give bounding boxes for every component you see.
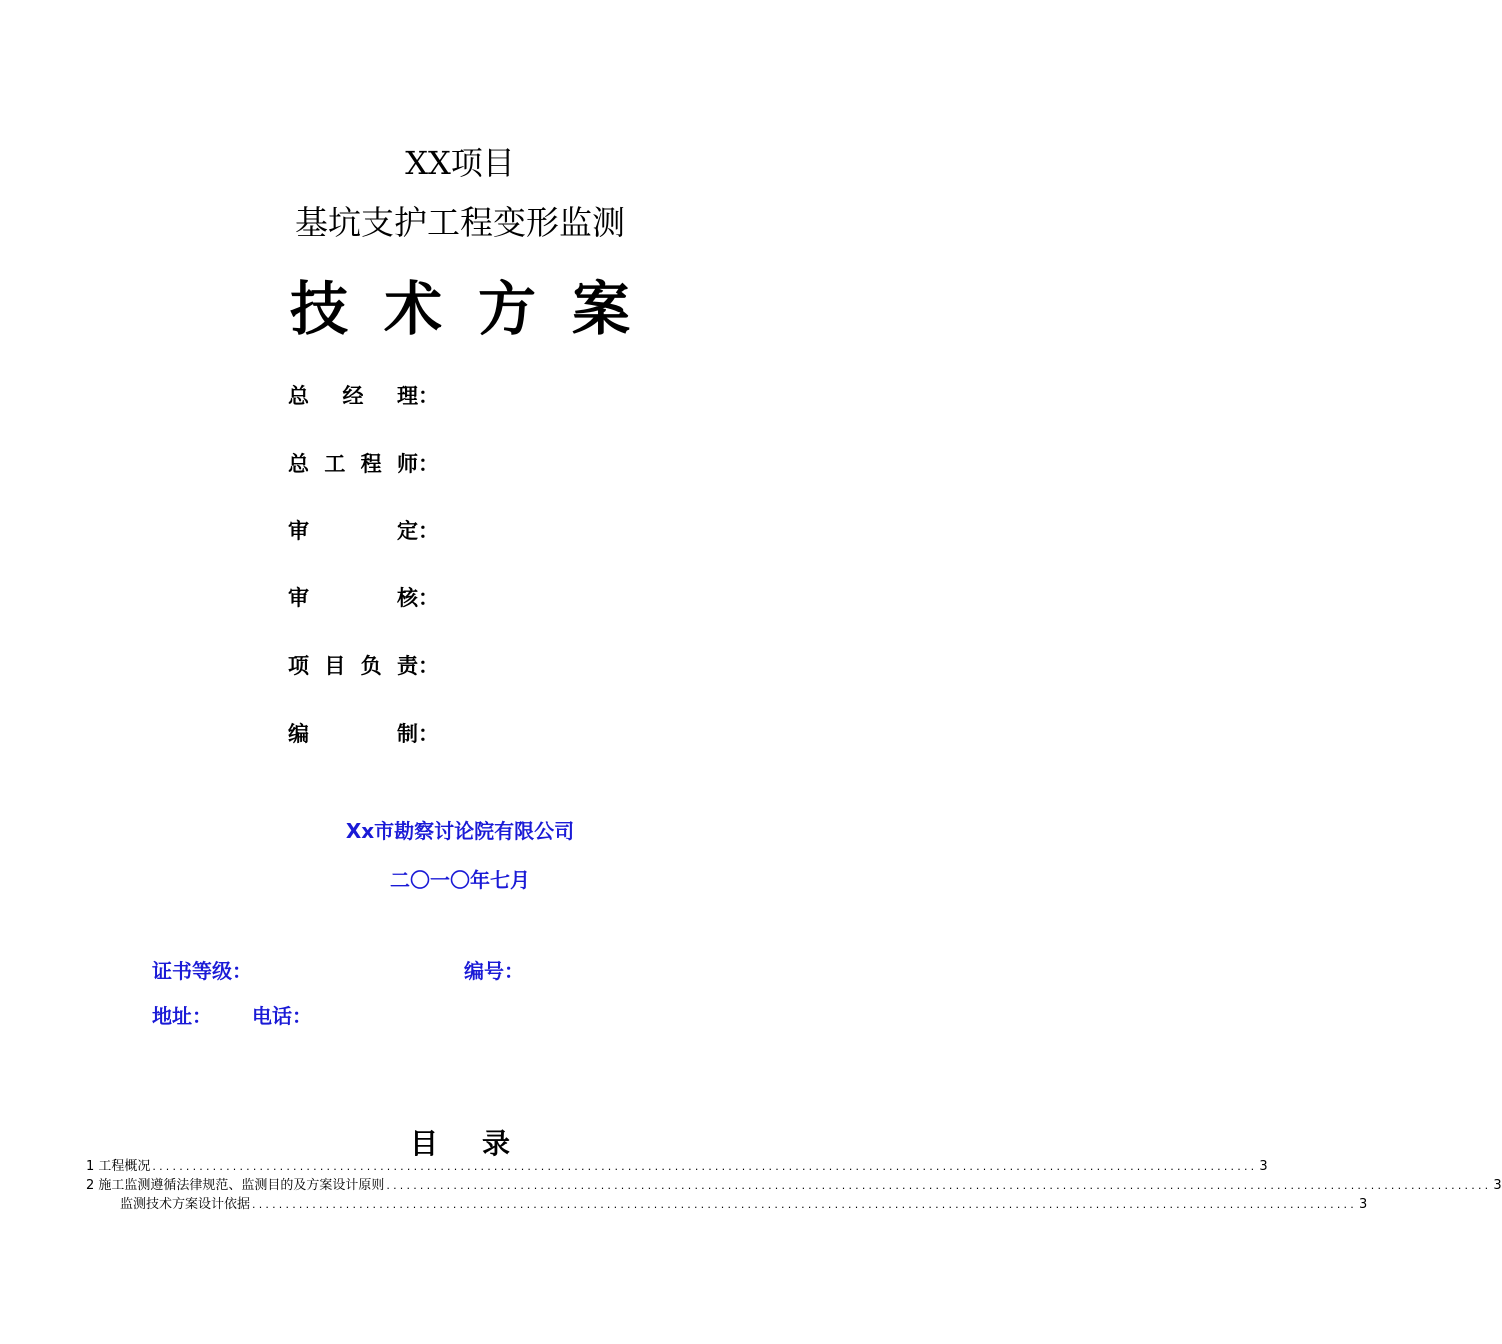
signature-row-general-manager — [288, 380, 439, 410]
toc-entry[interactable] — [86, 1158, 1268, 1176]
toc-dot-leader: ..................................................................................................................................................................... — [152, 1160, 1258, 1173]
signature-colon: ： — [418, 452, 439, 476]
toc-dot-leader: ..................................................................................................................................................................... — [252, 1198, 1357, 1211]
phone-label: 电话： — [252, 1004, 312, 1028]
signature-row-project-lead — [288, 650, 439, 680]
project-subtitle: 基坑支护工程变形监测 — [295, 203, 625, 242]
signature-row-compiled-by — [288, 718, 439, 748]
address-label: 地址： — [152, 1004, 212, 1028]
project-title: XX项目 — [405, 144, 515, 182]
toc-entry-text: 1 工程概况 — [86, 1159, 151, 1174]
toc-title: 目录 — [409, 1127, 554, 1160]
signature-label: 审定 — [288, 519, 418, 543]
signature-label: 总工程师 — [288, 452, 418, 476]
signature-colon: ： — [418, 722, 439, 746]
signature-label: 总经理 — [288, 384, 418, 408]
cert-level-label: 证书等级： — [152, 959, 252, 983]
signature-colon: ： — [418, 384, 439, 408]
document-date: 二〇一〇年七月 — [390, 868, 530, 892]
company-name: Xx市勘察讨论院有限公司 — [345, 819, 575, 843]
signature-colon: ： — [418, 654, 439, 678]
toc-page-number: 3 — [1259, 1159, 1268, 1174]
signature-row-chief-engineer — [288, 448, 439, 478]
toc-page-number: 3 — [1493, 1178, 1502, 1193]
signature-label: 审核 — [288, 586, 418, 610]
signature-colon: ： — [418, 586, 439, 610]
signature-colon: ： — [418, 519, 439, 543]
toc-entry[interactable] — [86, 1177, 1502, 1195]
toc-dot-leader: ..................................................................................................................................................................... — [386, 1179, 1492, 1192]
number-label: 编号： — [464, 959, 524, 983]
toc-entry-text: 2 施工监测遵循法律规范、监测目的及方案设计原则 — [86, 1178, 385, 1193]
toc-page-number: 3 — [1358, 1197, 1368, 1212]
toc-entry-text: 监测技术方案设计依据 — [120, 1197, 251, 1212]
signature-row-approval — [288, 515, 439, 545]
signature-label: 编制 — [288, 722, 418, 746]
toc-entry[interactable] — [120, 1196, 1368, 1214]
document-type-title: 技术方案 — [289, 275, 666, 343]
signature-row-review — [288, 582, 439, 612]
signature-label: 项目负责 — [288, 654, 418, 678]
